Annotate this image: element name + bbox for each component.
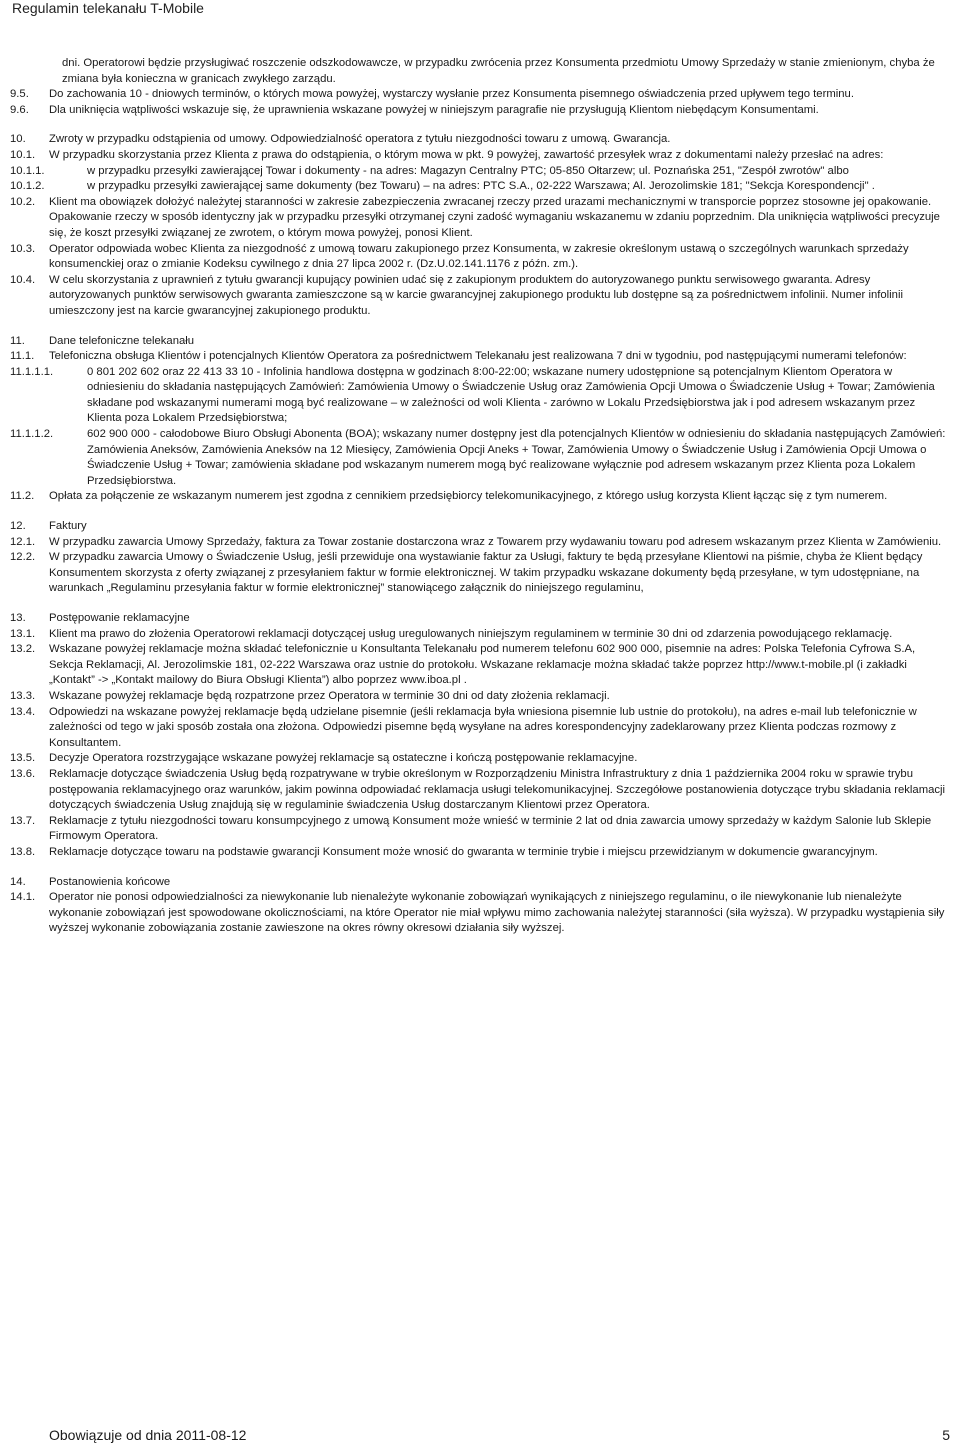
clause-number: 10.4. <box>10 273 36 286</box>
section-heading: Postępowanie reklamacyjne <box>49 612 190 624</box>
section-11-heading <box>0 334 960 350</box>
document-body <box>0 56 960 937</box>
clause-text: Reklamacje dotyczące towaru na podstawie gwarancji Konsument może wnosić do gwaranta w terminie trybie i miejscu przewidzianym w dokumencie gwarancyjnym. <box>49 845 878 858</box>
clause-number: 12.1. <box>10 535 36 548</box>
section-heading: Faktury <box>49 520 87 533</box>
clause-14-1 <box>0 890 960 937</box>
clause-12-1 <box>0 535 960 551</box>
clause-text: Dla uniknięcia wątpliwości wskazuje się, że uprawnienia wskazane powyżej w niniejszym paragrafie nie przysługują Klientom niebędącym Konsumentami. <box>49 103 819 116</box>
clause-13-2 <box>0 642 960 689</box>
clause-text: w przypadku przesyłki zawierającej same dokumenty (bez Towaru) – na adres: PTC S.A., 02-222 Warszawa; Al. Jerozolimskie 181; "Sekcja Korespondencji" . <box>87 180 875 193</box>
clause-number: 10. <box>10 133 26 146</box>
clause-10-1-2 <box>0 179 960 195</box>
clause-10-1-1 <box>0 164 960 180</box>
clause-number: 11.1.1.2. <box>10 428 54 441</box>
clause-number: 10.1.2. <box>10 180 45 193</box>
clause-number: 10.3. <box>10 242 36 255</box>
footer-effective-date: Obowiązuje od dnia 2011-08-12 <box>49 1427 247 1443</box>
clause-text: w przypadku przesyłki zawierającej Towar i dokumenty - na adres: Magazyn Centralny PTC; 05-850 Ołtarzew; ul. Poznańska 251, "Zespół zwrotów" albo <box>87 164 849 177</box>
clause-13-8 <box>0 845 960 861</box>
clause-number: 13.5. <box>10 752 36 765</box>
clause-number: 11.1.1.1. <box>10 365 54 378</box>
clause-text: Klient ma obowiązek dołożyć należytej staranności w zakresie zabezpieczenia zwracanej rzeczy przed urazami mechanicznymi w transporcie poprzez stosowne jej opakowanie. Opakowanie rzeczy w sposób identyczny jak w przypadku przesyłki otrzymanej czyni zadość wymaganiu wskazanemu w zdaniu poprzednim. Dla uniknięcia wątpliwości precyzuje się, że koszt przesyłki związanej ze zwrotem, o którym mowa powyżej, ponosi Klient. <box>49 195 940 239</box>
footer-page-number: 5 <box>942 1427 950 1443</box>
clause-9-6 <box>0 103 960 119</box>
clause-text: Reklamacje z tytułu niezgodności towaru konsumpcyjnego z umową Konsument może wnieść w terminie 2 lat od dnia zawarcia umowy sprzedaży w każdym Salonie lub Sklepie Firmowym Operatora. <box>49 814 932 843</box>
clause-text: Klient ma prawo do złożenia Operatorowi reklamacji dotyczącej usług uregulowanych niniejszym regulaminem w terminie 30 dni od zdarzenia powodującego reklamację. <box>49 627 893 640</box>
clause-number: 13.8. <box>10 845 36 858</box>
clause-13-6 <box>0 767 960 814</box>
clause-number: 10.2. <box>10 195 36 208</box>
clause-number: 11. <box>10 334 25 347</box>
clause-text: W celu skorzystania z uprawnień z tytułu gwarancji kupujący powinien udać się z zakupionym produktem do autoryzowanego punktu serwisowego gwaranta. Adresy autoryzowanych punktów serwisowych gwaranta zamieszczone są w karcie gwarancyjnej zakupionego produktu lub dostępne są za pośrednictwem infolinii. Numer infolinii umieszczony jest na karcie gwarancyjnej zakupionego produktu. <box>49 273 903 317</box>
paragraph-continuation <box>0 56 960 87</box>
clause-11-1-1-2 <box>0 427 960 489</box>
clause-text: 0 801 202 602 oraz 22 413 33 10 - Infolinia handlowa dostępna w godzinach 8:00-22:00; wskazane numery udostępnione są potencjalnym Klientom Operatora w odniesieniu do składania następujących Zamówień: Zamówienia Umowy o Świadczenie Usług oraz Zamówienia Opcji Umowa o Świadczenie Usług + Towar; Zamówienia składane pod wskazanymi numerami mogą być realizowane – w zależności od woli Klienta - zarówno w Lokalu Przedsiębiorstwa jak i pod adresem wskazanym przez Klienta poza Lokalem Przedsiębiorstwa; <box>87 365 935 425</box>
clause-text: 602 900 000 - całodobowe Biuro Obsługi Abonenta (BOA); wskazany numer dostępny jest dla potencjalnych Klientów w odniesieniu do składania następujących Zamówień: Zamówienia Aneksów, Zamówienia Aneksów na 12 Miesięcy, Zamówienia Opcji Aneks + Towar, Zamówienia Umowy o Świadczenie Usług i Zamówienia Opcji Umowa o Świadczenie Usług + Towar; zamówienia składane pod wskazanym numerem mogą być realizowane wyłącznie pod adresem wskazanym przez Klienta poza Lokalem Przedsiębiorstwa. <box>87 428 946 487</box>
section-14-heading <box>0 875 960 891</box>
clause-number: 13.1. <box>10 627 36 640</box>
clause-text: Operator nie ponosi odpowiedzialności za niewykonanie lub nienależyte wykonanie zobowiązań wynikających z niniejszego regulaminu, o ile niewykonanie lub nienależyte wykonanie zobowiązań jest spowodowane okolicznościami, na które Operator nie miał wpływu mimo zachowania należytej staranności (siła wyższa). W przypadku wystąpienia siły wyższej wykonanie zobowiązania zostanie zawieszone na okres równy okresowi działania siły wyższej. <box>49 891 945 935</box>
clause-11-1 <box>0 349 960 365</box>
clause-text: Operator odpowiada wobec Klienta za niezgodność z umową towaru zakupionego przez Konsumenta, w zakresie określonym ustawą o szczególnych warunkach sprzedaży konsumenckiej oraz o zmianie Kodeksu cywilnego z dnia 27 lipca 2002 r. (Dz.U.02.141.1176 z późn. zm.). <box>49 242 909 271</box>
clause-number: 13.2. <box>10 643 36 656</box>
clause-text: Wskazane powyżej reklamacje będą rozpatrzone przez Operatora w terminie 30 dni od daty złożenia reklamacji. <box>49 689 610 702</box>
clause-text: Decyzje Operatora rozstrzygające wskazane powyżej reklamacje są ostateczne i kończą postępowanie reklamacyjne. <box>49 752 638 765</box>
clause-number: 13.4. <box>10 705 36 718</box>
clause-13-4 <box>0 705 960 752</box>
paragraph-text: dni. Operatorowi będzie przysługiwać roszczenie odszkodowawcze, w przypadku zwrócenia przez Konsumenta przedmiotu Umowy Sprzedaży w stanie zmienionym, chyba że zmiana była konieczna w granicach zwykłego zarządu. <box>62 57 935 85</box>
clause-11-1-1-1 <box>0 365 960 427</box>
clause-9-5 <box>0 87 960 103</box>
section-heading: Dane telefoniczne telekanału <box>49 334 195 347</box>
clause-number: 9.6. <box>10 103 29 116</box>
section-heading: Postanowienia końcowe <box>49 875 171 888</box>
clause-number: 13.7. <box>10 814 36 827</box>
clause-number: 10.1. <box>10 148 36 161</box>
clause-12-2 <box>0 550 960 597</box>
section-13-heading <box>0 611 960 627</box>
clause-13-1 <box>0 627 960 643</box>
clause-number: 10.1.1. <box>10 164 45 177</box>
clause-number: 11.1. <box>10 350 35 363</box>
clause-text: W przypadku zawarcia Umowy Sprzedaży, faktura za Towar zostanie dostarczona wraz z Towarem przy wydawaniu towaru pod adresem wskazanym przez Klienta w Zamówieniu. <box>49 535 942 548</box>
clause-text: Opłata za połączenie ze wskazanym numerem jest zgodna z cennikiem przedsiębiorcy telekomunikacyjnego, z którego usług korzysta Klient łącząc się z tym numerem. <box>49 490 888 503</box>
clause-10-1 <box>0 148 960 164</box>
section-10-heading <box>0 132 960 148</box>
clause-text: Do zachowania 10 - dniowych terminów, o których mowa powyżej, wystarczy wysłanie przez Konsumenta pisemnego oświadczenia przed upływem tego terminu. <box>49 88 854 101</box>
clause-number: 12.2. <box>10 551 36 564</box>
clause-number: 11.2. <box>10 490 35 503</box>
clause-text: Odpowiedzi na wskazane powyżej reklamacje będą udzielane pisemnie (jeśli reklamacja była wniesiona pisemnie lub ustnie do protokołu), na adres e-mail lub telefonicznie w zależności od tego w jaki sposób została ona złożona. Odpowiedzi pisemne będą wysyłane na adres korespondencyjny zadeklarowany przez Klienta podczas rozmowy z Konsultantem. <box>49 705 917 749</box>
clause-text: Reklamacje dotyczące świadczenia Usług będą rozpatrywane w trybie określonym w Rozporządzeniu Ministra Infrastruktury z dnia 1 października 2004 roku w sprawie trybu postępowania reklamacyjnego oraz warunków, jakim powinna odpowiadać reklamacja usługi telekomunikacyjnej. Szczegółowe postanowienia dotyczące trybu składania reklamacji dotyczących świadczenia Usług znajdują się w regulaminie świadczenia Usług dostarczanym Klientowi przez Operatora. <box>49 767 946 812</box>
clause-10-4 <box>0 273 960 320</box>
clause-text: Wskazane powyżej reklamacje można składać telefonicznie u Konsultanta Telekanału pod numerem telefonu 602 900 000, pisemnie na adres: Polska Telefonia Cyfrowa S.A, Sekcja Reklamacji, Al. Jerozolimskie 181, 02-222 Warszawa oraz ustnie do protokołu. Wskazane reklamacje można składać także poprzez http://www.t-mobile.pl (i zakładki „Kontakt” -> „Kontakt mailowy do Biura Obsługi Klienta”) albo poprzez www.iboa.pl . <box>49 643 916 687</box>
clause-number: 13.3. <box>10 689 36 702</box>
clause-number: 14.1. <box>10 891 36 904</box>
clause-number: 14. <box>10 875 26 888</box>
clause-text: Telefoniczna obsługa Klientów i potencjalnych Klientów Operatora za pośrednictwem Telekanału jest realizowana 7 dni w tygodniu, pod następującymi numerami telefonów: <box>49 350 907 363</box>
section-heading: Zwroty w przypadku odstąpienia od umowy. Odpowiedzialność operatora z tytułu niezgodności towaru z umową. Gwarancja. <box>49 133 671 146</box>
clause-13-3 <box>0 689 960 705</box>
clause-number: 12. <box>10 520 26 533</box>
clause-number: 13.6. <box>10 767 36 780</box>
clause-text: W przypadku skorzystania przez Klienta z prawa do odstąpienia, o którym mowa w pkt. 9 powyżej, zawartość przesyłek wraz z dokumentami należy przesłać na adres: <box>49 148 884 161</box>
clause-13-5 <box>0 751 960 767</box>
clause-text: W przypadku zawarcia Umowy o Świadczenie Usług, jeśli przewiduje ona wystawianie faktur za Usługi, faktury te będą przesyłane Klientowi na piśmie, chyba że Klient będący Konsumentem skorzysta z oferty związanej z przesyłaniem faktur w formie elektronicznej. W takim przypadku wskazane dokumenty będą przesyłane, w tym udostępniane, na warunkach „Regulaminu przesyłania faktur w formie elektronicznej” stanowiącego załącznik do niniejszego regulaminu, <box>49 551 923 595</box>
clause-10-3 <box>0 242 960 273</box>
clause-11-2 <box>0 489 960 505</box>
document-header-title: Regulamin telekanału T-Mobile <box>12 0 204 16</box>
clause-13-7 <box>0 814 960 845</box>
clause-number: 9.5. <box>10 88 29 101</box>
clause-number: 13. <box>10 612 26 624</box>
clause-10-2 <box>0 195 960 242</box>
section-12-heading <box>0 519 960 535</box>
